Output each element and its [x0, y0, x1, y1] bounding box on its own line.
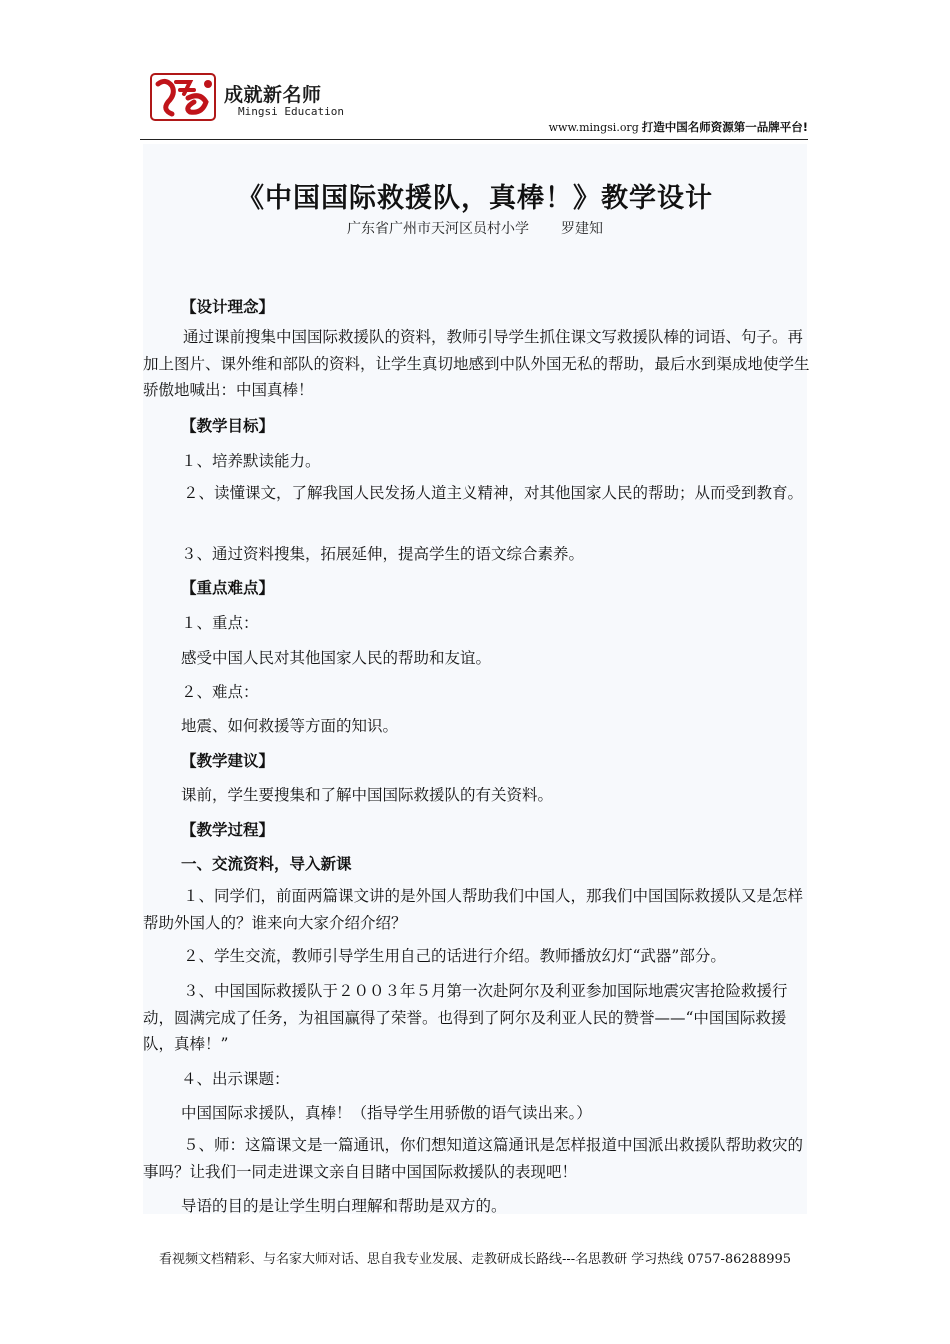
header-divider: [140, 139, 808, 140]
header-slogan: [549, 119, 808, 135]
page-header: [140, 62, 808, 142]
author-name: 罗建知: [561, 221, 603, 237]
brand-english-name: Mingsi Education: [238, 105, 344, 118]
process-item-4-label: ４、出示课题：: [181, 1070, 290, 1088]
key-point-label: １、重点：: [181, 614, 259, 632]
process-item-3: ３、中国国际救援队于２００３年５月第一次赴阿尔及利亚参加国际地震灾害抢险救援行动，圆满完成了任务，为祖国赢得了荣誉。也得到了阿尔及利亚人民的赞誉——“中国国际救援队，真棒！”: [143, 982, 788, 1053]
process-note: 导语的目的是让学生明白理解和帮助是双方的。: [181, 1197, 507, 1215]
process-item-5: ５、师：这篇课文是一篇通讯，你们想知道这篇通讯是怎样报道中国派出救援队帮助救灾的事吗？让我们一同走进课文亲自目睹中国国际救援队的表现吧！: [143, 1136, 804, 1181]
goal-item-2: ２、读懂课文，了解我国人民发扬人道主义精神，对其他国家人民的帮助；从而受到教育。: [183, 484, 804, 502]
section-heading-advice: 【教学建议】: [181, 752, 275, 770]
section-heading-concept: 【设计理念】: [181, 298, 275, 316]
mingsi-logo: [150, 72, 360, 124]
section-heading-key-points: 【重点难点】: [181, 579, 275, 597]
author-line: [0, 218, 950, 238]
goal-item-1: １、培养默读能力。: [181, 452, 321, 470]
difficulty-text: 地震、如何救援等方面的知识。: [181, 717, 399, 735]
process-step-heading: 一、交流资料，导入新课: [181, 855, 352, 873]
section-heading-goals: 【教学目标】: [181, 417, 275, 435]
process-item-2: ２、学生交流，教师引导学生用自己的话进行介绍。教师播放幻灯“武器”部分。: [183, 947, 726, 965]
goal-item-3: ３、通过资料搜集，拓展延伸，提高学生的语文综合素养。: [181, 545, 585, 563]
section-heading-process: 【教学过程】: [181, 821, 275, 839]
difficulty-label: ２、难点：: [181, 683, 259, 701]
slogan-text: 打造中国名师资源第一品牌平台!: [641, 120, 808, 134]
author-school: 广东省广州市天河区员村小学: [347, 221, 529, 237]
process-item-1: １、同学们，前面两篇课文讲的是外国人帮助我们中国人，那我们中国国际救援队又是怎样帮助外国人的？谁来向大家介绍介绍？: [143, 887, 804, 932]
concept-paragraph: 通过课前搜集中国国际救援队的资料，教师引导学生抓住课文写救援队棒的词语、句子。再加上图片、课外维和部队的资料，让学生真切地感到中队外国无私的帮助，最后水到渠成地使学生骄傲地喊出：中国真棒！: [143, 328, 810, 399]
document-title: 《中国国际救援队，真棒！》教学设计: [237, 183, 713, 215]
process-item-4-text: 中国国际求援队，真棒！（指导学生用骄傲的语气读出来。）: [181, 1104, 592, 1122]
mingsi-seal-icon: [150, 72, 216, 122]
advice-text: 课前，学生要搜集和了解中国国际救援队的有关资料。: [181, 786, 554, 804]
key-point-text: 感受中国人民对其他国家人民的帮助和友谊。: [181, 649, 492, 667]
brand-name: 成就新名师: [224, 84, 322, 106]
site-url-link[interactable]: www.mingsi.org: [548, 121, 639, 134]
page-footer: 看视频文档精彩、与名家大师对话、思自我专业发展、走教研成长路线---名思教研 学习热线 0757-86288995: [158, 1252, 792, 1267]
